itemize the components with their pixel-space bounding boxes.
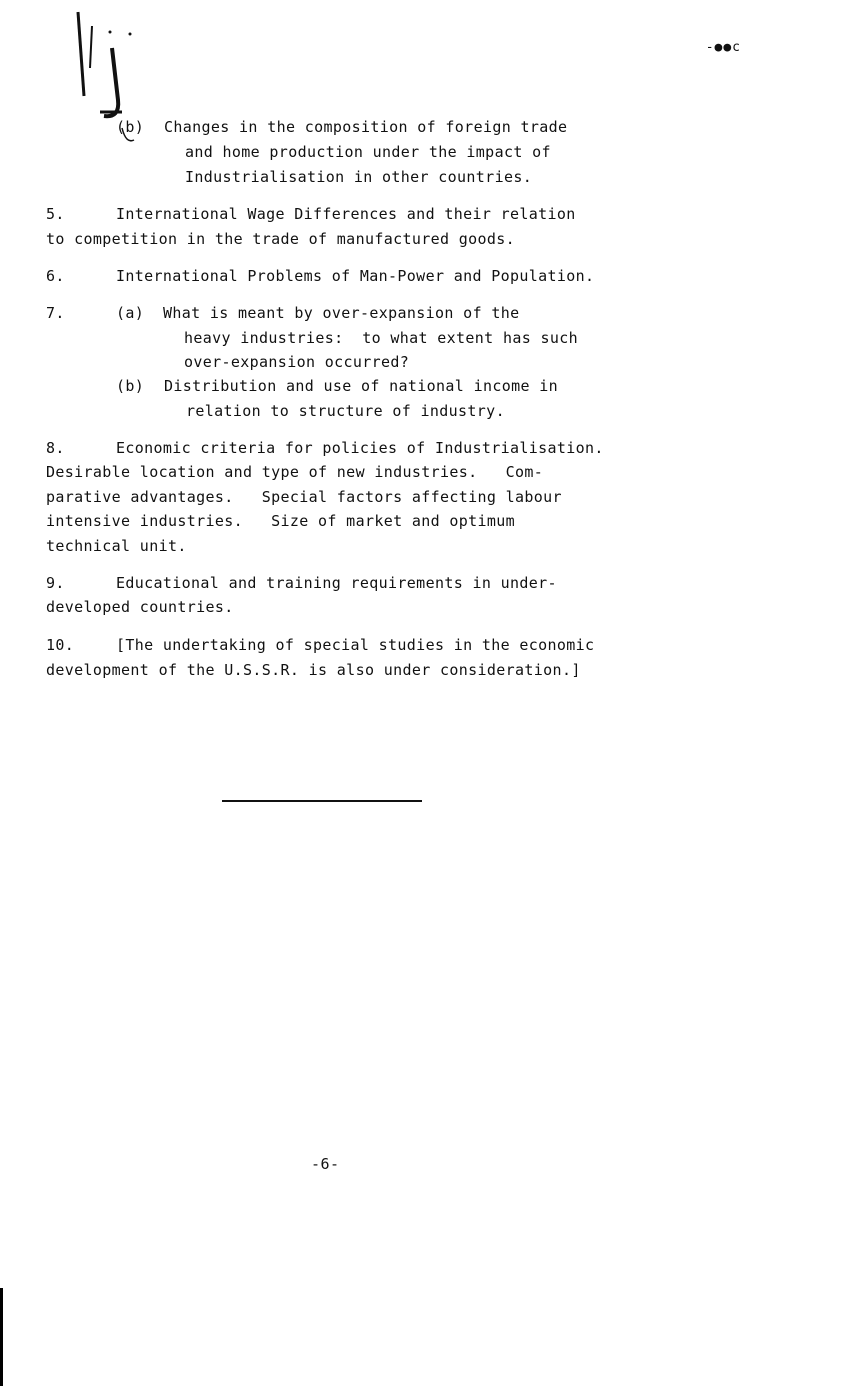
- sub-item-label: (b): [116, 377, 145, 395]
- sub-item-text: over-expansion occurred?: [184, 353, 410, 371]
- item-number: 9.: [46, 574, 65, 592]
- item-text: [The undertaking of special studies in the economic: [116, 636, 595, 654]
- sub-item-label: (b): [116, 118, 145, 136]
- sub-item-text: Industrialisation in other countries.: [185, 168, 533, 186]
- page-number: -6-: [311, 1155, 340, 1173]
- item-text: intensive industries. Size of market and optimum: [46, 512, 516, 530]
- sub-item-text: and home production under the impact of: [185, 143, 551, 161]
- item-number: 8.: [46, 439, 65, 457]
- sub-item-text: What is meant by over-expansion of the: [163, 304, 520, 322]
- corner-marks: -●●c: [705, 40, 741, 55]
- item-number: 10.: [46, 636, 75, 654]
- item-text: International Wage Differences and their relation: [116, 205, 576, 223]
- sub-item-text: relation to structure of industry.: [186, 402, 505, 420]
- item-text: to competition in the trade of manufactured goods.: [46, 230, 516, 248]
- section-divider: [222, 800, 422, 802]
- item-text: technical unit.: [46, 537, 187, 555]
- item-text: International Problems of Man-Power and Population.: [116, 267, 595, 285]
- item-text: developed countries.: [46, 598, 234, 616]
- sub-item-text: Changes in the composition of foreign trade: [164, 118, 568, 136]
- item-text: Economic criteria for policies of Industrialisation.: [116, 439, 604, 457]
- sub-item-text: heavy industries: to what extent has such: [184, 329, 578, 347]
- item-text: development of the U.S.S.R. is also under consideration.]: [46, 661, 581, 679]
- item-number: 5.: [46, 205, 65, 223]
- item-text: Educational and training requirements in under-: [116, 574, 557, 592]
- item-number: 7.: [46, 304, 65, 322]
- item-text: parative advantages. Special factors affecting labour: [46, 488, 562, 506]
- sub-item-label: (a): [116, 304, 145, 322]
- item-text: Desirable location and type of new industries. Com-: [46, 463, 544, 481]
- sub-item-text: Distribution and use of national income in: [164, 377, 558, 395]
- scan-edge-mark: [0, 1288, 3, 1386]
- item-number: 6.: [46, 267, 65, 285]
